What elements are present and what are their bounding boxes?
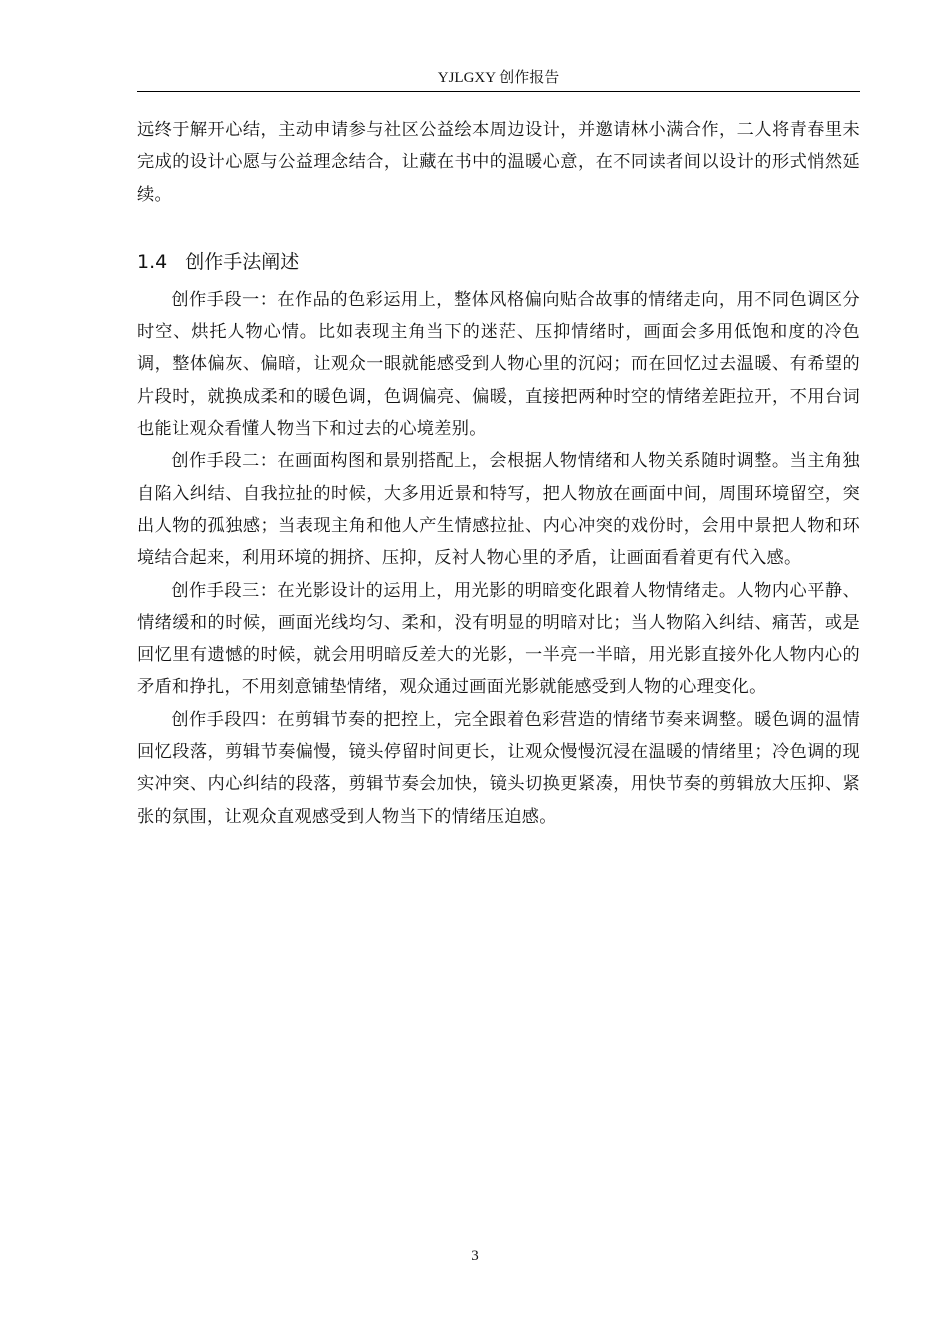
page-number: 3 [471, 1248, 479, 1264]
technique-paragraph-2: 创作手段二：在画面构图和景别搭配上，会根据人物情绪和人物关系随时调整。当主角独自陷入纠结、自我拉扯的时候，大多用近景和特写，把人物放在画面中间，周围环境留空，突出人物的孤独感；当表现主角和他人产生情感拉扯、内心冲突的戏份时，会用中景把人物和环境结合起来，利用环境的拥挤、压抑，反衬人物心里的矛盾，让画面看着更有代入感。 [137, 451, 860, 569]
technique-paragraph-4: 创作手段四：在剪辑节奏的把控上，完全跟着色彩营造的情绪节奏来调整。暖色调的温情回忆段落，剪辑节奏偏慢，镜头停留时间更长，让观众慢慢沉浸在温暖的情绪里；冷色调的现实冲突、内心纠结的段落，剪辑节奏会加快，镜头切换更紧凑，用快节奏的剪辑放大压抑、紧张的氛围，让观众直观感受到人物当下的情绪压迫感。 [137, 709, 860, 827]
technique-paragraph-3: 创作手段三：在光影设计的运用上，用光影的明暗变化跟着人物情绪走。人物内心平静、情绪缓和的时候，画面光线均匀、柔和，没有明显的明暗对比；当人物陷入纠结、痛苦，或是回忆里有遗憾的时候，就会用明暗反差大的光影，一半亮一半暗，用光影直接外化人物内心的矛盾和挣扎，不用刻意铺垫情绪，观众通过画面光影就能感受到人物的心理变化。 [137, 580, 860, 698]
page-content [137, 114, 860, 833]
header-rule [137, 91, 860, 92]
section-heading [137, 247, 860, 277]
intro-paragraph: 远终于解开心结，主动申请参与社区公益绘本周边设计，并邀请林小满合作，二人将青春里未完成的设计心愿与公益理念结合，让藏在书中的温暖心意，在不同读者间以设计的形式悄然延续。 [137, 120, 860, 205]
section-number: 1.4 [137, 250, 168, 273]
page-header: YJLGXY 创作报告 [437, 70, 560, 86]
section-title: 创作手法阐述 [185, 250, 300, 273]
technique-paragraph-1: 创作手段一：在作品的色彩运用上，整体风格偏向贴合故事的情绪走向，用不同色调区分时空、烘托人物心情。比如表现主角当下的迷茫、压抑情绪时，画面会多用低饱和度的冷色调，整体偏灰、偏暗，让观众一眼就能感受到人物心里的沉闷；而在回忆过去温暖、有希望的片段时，就换成柔和的暖色调，色调偏亮、偏暖，直接把两种时空的情绪差距拉开，不用台词也能让观众看懂人物当下和过去的心境差别。 [137, 289, 860, 440]
